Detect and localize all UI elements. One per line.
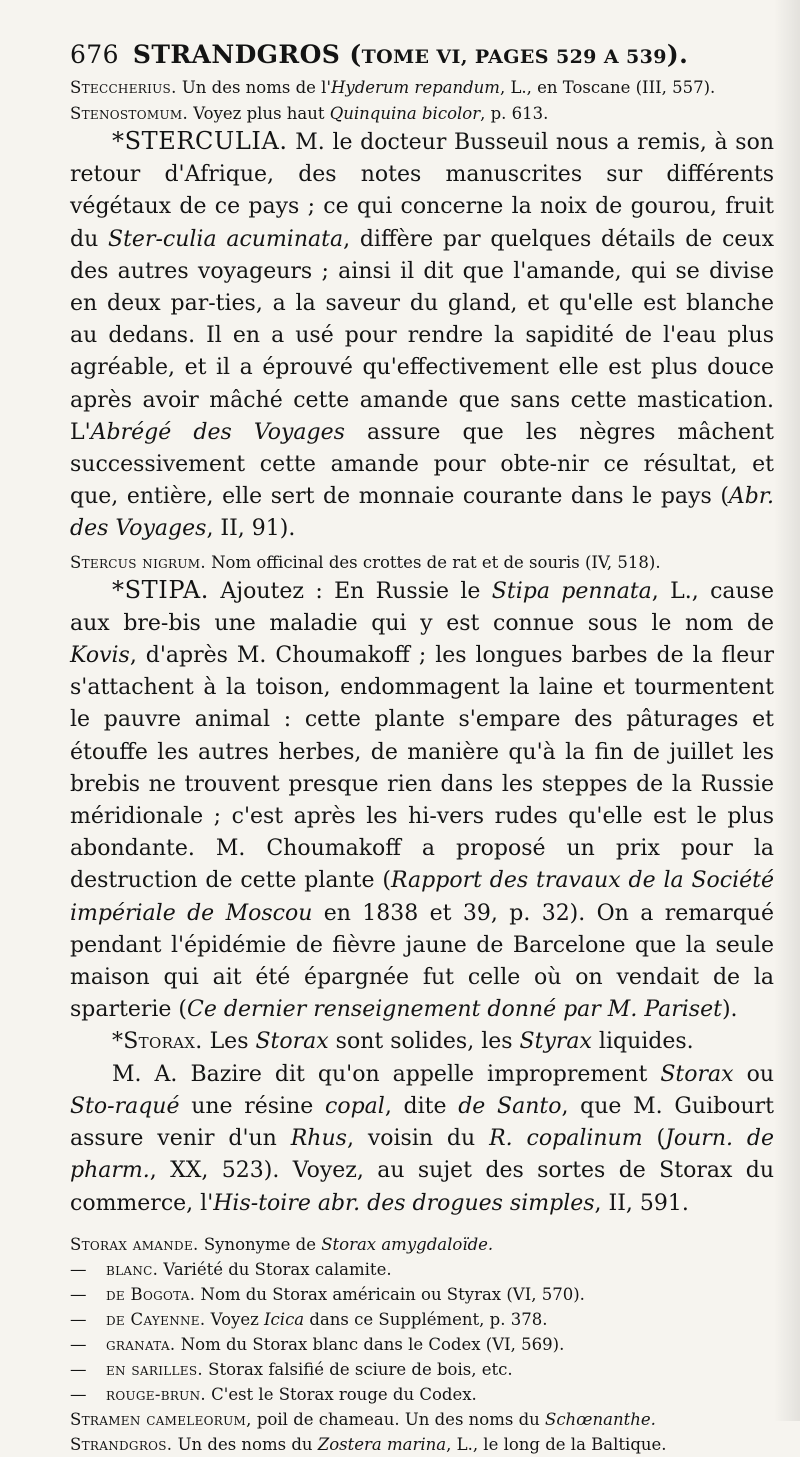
page-number: 676 <box>70 40 119 69</box>
entry-storax-amande <box>70 1232 774 1257</box>
entry-italic: Icica <box>264 1309 305 1329</box>
entry-text: dans ce Supplément, p. 378. <box>304 1309 548 1329</box>
entry-text: poil de chameau. Un des noms du <box>251 1409 546 1429</box>
header-volume-pages: TOME VI, PAGES 529 A 539 <box>361 46 667 68</box>
entry-text: assure que les nègres mâchent successivement cette amande pour obte-nir ce résultat, et que, entière, elle sert de monnaie courante dans le pays ( <box>70 419 774 510</box>
dash: — <box>70 1384 87 1404</box>
sublist-item <box>70 1257 774 1282</box>
entry-text: Synonyme de <box>198 1234 322 1254</box>
entry-term: blanc. <box>106 1259 159 1279</box>
entry-text: Un des noms de l' <box>176 78 331 97</box>
entry-text: Nom du Storax américain ou Styrax (VI, 570). <box>195 1284 585 1304</box>
entry-italic: Rhus <box>290 1126 347 1152</box>
page-edge-shadow <box>774 0 800 1421</box>
storax-sublist <box>70 1232 774 1457</box>
entry-text: Nom du Storax blanc dans le Codex (VI, 569). <box>175 1334 565 1354</box>
entry-text: en 1838 et 39, p. 32). On a remarqué pendant l'épidémie de fièvre jaune de Barcelone que la seule maison qui ait été épargnée fut celle où on vendait de la sparterie ( <box>70 900 774 1023</box>
entry-strandgros <box>70 1432 774 1457</box>
sublist-item <box>70 1282 774 1307</box>
entry-text: , L., en Toscane (III, 557). <box>499 78 716 97</box>
entry-stenostomum <box>70 103 774 125</box>
entry-text: une résine <box>179 1093 326 1119</box>
entry-stramen <box>70 1407 774 1432</box>
sublist-item <box>70 1357 774 1382</box>
entry-term: *STERCULIA. <box>112 127 288 155</box>
entry-term: de Cayenne. <box>106 1309 206 1329</box>
entry-italic: Quinquina bicolor <box>329 104 481 123</box>
entry-text: , L., le long de la Baltique. <box>446 1434 667 1454</box>
entry-storax-body <box>70 1059 774 1220</box>
entry-stercus-nigrum <box>70 552 774 574</box>
entry-sterculia <box>70 125 774 546</box>
entry-text: , dite <box>384 1093 459 1119</box>
header-title: STRANDGROS ( <box>132 40 362 69</box>
entry-italic: Journ. de pharm. <box>70 1126 774 1184</box>
entry-term: *Storax. <box>112 1029 203 1055</box>
entry-term: en sarilles. <box>106 1359 203 1379</box>
entry-text: M. le docteur Busseuil nous a remis, à son retour d'Afrique, des notes manuscrites sur différents végétaux de ce pays ; ce qui concerne la noix de gourou, fruit du <box>70 130 774 252</box>
dash: — <box>70 1284 87 1304</box>
entry-italic: Zostera marina <box>317 1434 447 1454</box>
entry-text: , p. 613. <box>480 104 549 123</box>
entry-italic: Abrégé des Voyages <box>90 419 345 445</box>
dash: — <box>70 1334 87 1354</box>
entry-italic: His-toire abr. des drogues simples <box>213 1190 595 1216</box>
entry-text: , d'après M. Choumakoff ; les longues barbes de la fleur s'attachent à la toison, endommagent la laine et tourmentent le pauvre animal : cette plante s'empare des pâturages et étouffe les autres herbes, de manière qu'à la fin de juillet les brebis ne trouvent presque rien dans les steppes de la Russie méridionale ; c'est après les hi-vers rudes qu'elle est le plus abondante. M. Choumakoff a proposé un prix pour la destruction de cette plante ( <box>70 643 774 894</box>
entry-text: Variété du Storax calamite. <box>158 1259 392 1279</box>
entry-italic: Storax amygdaloïde. <box>321 1234 494 1254</box>
entry-term: Strandgros. <box>70 1434 173 1454</box>
entry-stipa <box>70 574 774 1027</box>
sublist-item <box>70 1332 774 1357</box>
entry-storax <box>70 1026 774 1058</box>
entry-steccherius <box>70 77 774 99</box>
entry-text: , que M. Guibourt assure venir d'un <box>70 1093 774 1152</box>
entry-text: , voisin du <box>346 1126 490 1152</box>
entry-text: M. A. Bazire dit qu'on appelle improprement <box>112 1061 661 1087</box>
entry-text: Ajoutez : En Russie le <box>209 578 492 604</box>
entry-text: , XX, 523). Voyez, au sujet des sortes de Storax du commerce, l' <box>70 1158 774 1216</box>
sublist-item <box>70 1307 774 1332</box>
entry-text: Storax falsifié de sciure de bois, etc. <box>202 1359 513 1379</box>
entry-italic: Storax <box>660 1061 734 1087</box>
entry-term: Stramen cameleorum, <box>70 1409 252 1429</box>
entry-text: ou <box>733 1061 774 1087</box>
entry-text: Un des noms du <box>172 1434 318 1454</box>
dash: — <box>70 1309 87 1329</box>
entry-italic: Hyderum repandum <box>330 78 500 97</box>
entry-text: ). <box>721 997 738 1023</box>
entry-italic: Styrax <box>519 1029 592 1055</box>
entry-text: sont solides, les <box>328 1029 520 1055</box>
entry-term: de Bogota. <box>106 1284 196 1304</box>
entry-italic: Schœnanthe. <box>545 1409 656 1429</box>
entry-italic: Ster-culia acuminata <box>108 226 344 252</box>
entry-term: Steccherius. <box>70 78 177 97</box>
entry-italic: Kovis <box>70 643 130 669</box>
entry-text: , II, 591. <box>594 1190 689 1216</box>
entry-italic: Sto-raqué <box>70 1093 180 1119</box>
entry-text: , II, 91). <box>206 516 296 542</box>
entry-text: ( <box>642 1126 666 1152</box>
entry-text: liquides. <box>591 1029 694 1055</box>
entry-term: Stercus nigrum. <box>70 552 206 572</box>
entry-text: C'est le Storax rouge du Codex. <box>205 1384 477 1404</box>
entry-term: granata. <box>106 1334 176 1354</box>
entry-italic: Ce dernier renseignement donné par M. Pariset <box>187 997 722 1023</box>
entry-text: Voyez plus haut <box>188 104 330 123</box>
dash: — <box>70 1359 87 1379</box>
entry-italic: Abr. des Voyages <box>70 484 774 542</box>
entry-text: , L., cause aux bre-bis une maladie qui y est connue sous le nom de <box>70 578 774 636</box>
entry-term: Storax amande. <box>70 1234 199 1254</box>
dash: — <box>70 1259 87 1279</box>
entry-italic: de Santo <box>458 1093 562 1119</box>
header-title-end: ). <box>666 40 689 69</box>
entry-text: Les <box>202 1029 256 1055</box>
entry-term: rouge-brun. <box>106 1384 206 1404</box>
entry-term: Stenostomum. <box>70 104 188 123</box>
entry-term: *STIPA. <box>112 575 210 604</box>
entry-italic: Storax <box>255 1029 329 1055</box>
entry-text: Voyez <box>205 1309 265 1329</box>
entry-italic: R. copalinum <box>489 1126 643 1152</box>
sublist-item <box>70 1382 774 1407</box>
entry-italic: Rapport des travaux de la Société impériale de Moscou <box>70 868 775 926</box>
running-header <box>70 40 774 69</box>
entry-italic: copal <box>325 1093 385 1119</box>
entry-text: Nom officinal des crottes de rat et de souris (IV, 518). <box>205 552 661 572</box>
entry-italic: Stipa pennata <box>491 578 652 604</box>
entry-text: , diffère par quelques détails de ceux des autres voyageurs ; ainsi il dit que l'amande, qui se divise en deux par-ties, a la saveur du gland, et qu'elle est blanche au dedans. Il en a usé pour rendre la sapidité de l'eau plus agréable, et il a éprouvé qu'effectivement elle est plus douce après avoir mâché cette amande que sans cette mastication. L' <box>70 226 774 445</box>
